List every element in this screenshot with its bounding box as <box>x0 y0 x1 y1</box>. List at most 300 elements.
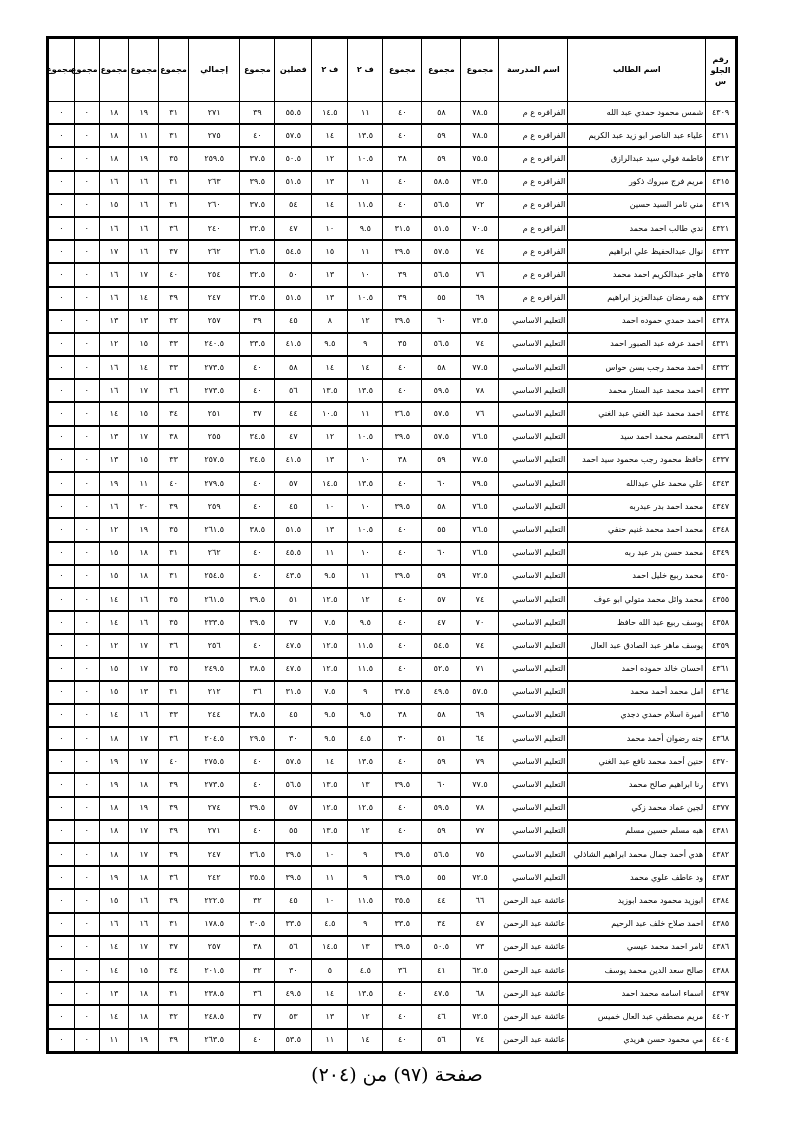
cell-c11: ١٨ <box>99 797 129 820</box>
cell-id: ٤٣٥٨ <box>706 611 737 634</box>
cell-c6: ٤٥ <box>275 889 312 912</box>
cell-c11: ١٦ <box>99 217 129 240</box>
cell-name: محمد ربيع خليل احمد <box>568 565 706 588</box>
cell-c10: ١٦ <box>129 889 159 912</box>
cell-c2: ٥٩ <box>422 449 461 472</box>
cell-c9: ٣٤ <box>159 402 189 425</box>
cell-c9: ٣١ <box>159 102 189 125</box>
table-row <box>48 727 737 750</box>
cell-name: احمد صلاح خلف عبد الرحيم <box>568 913 706 936</box>
cell-c7: ٣٨.٥ <box>240 704 275 727</box>
cell-c11: ١٤ <box>99 588 129 611</box>
cell-c2: ٥٩.٥ <box>422 797 461 820</box>
cell-c11: ١٩ <box>99 472 129 495</box>
cell-c1: ٧٧ <box>461 820 499 843</box>
cell-c9: ٣٧ <box>159 240 189 263</box>
cell-c1: ٧٩ <box>461 750 499 773</box>
cell-c8: ٢٥١ <box>188 402 239 425</box>
results-table <box>46 36 738 1054</box>
cell-c12: ٠ <box>74 171 99 194</box>
cell-c12: ٠ <box>74 449 99 472</box>
cell-c12: ٠ <box>74 124 99 147</box>
cell-c11: ١٨ <box>99 843 129 866</box>
cell-c4: ٩ <box>348 333 383 356</box>
cell-c6: ٤٩.٥ <box>275 982 312 1005</box>
cell-c5: ١٠ <box>312 843 348 866</box>
cell-c3: ٤٠ <box>383 472 422 495</box>
cell-c5: ٧.٥ <box>312 611 348 634</box>
cell-c11: ١٨ <box>99 124 129 147</box>
cell-c8: ٢٧٣.٥ <box>188 773 239 796</box>
cell-c12: ٠ <box>74 310 99 333</box>
cell-c10: ١٣ <box>129 681 159 704</box>
cell-c3: ٣٩.٥ <box>383 240 422 263</box>
cell-c4: ٩ <box>348 913 383 936</box>
cell-c10: ١٦ <box>129 171 159 194</box>
cell-c8: ٢٥٩ <box>188 495 239 518</box>
table-row <box>48 171 737 194</box>
cell-c7: ٣٤.٥ <box>240 449 275 472</box>
cell-c6: ٥٥ <box>275 820 312 843</box>
cell-c1: ٧٧.٥ <box>461 773 499 796</box>
cell-id: ٤٣١١ <box>706 124 737 147</box>
cell-c3: ٤٠ <box>383 588 422 611</box>
cell-c12: ٠ <box>74 102 99 125</box>
cell-c3: ٤٠ <box>383 982 422 1005</box>
cell-c11: ١٦ <box>99 495 129 518</box>
cell-c5: ١٠.٥ <box>312 402 348 425</box>
cell-c5: ١٢ <box>312 426 348 449</box>
cell-c13: ٠ <box>48 356 75 379</box>
cell-c1: ٧٩.٥ <box>461 472 499 495</box>
cell-c8: ٢٦٣ <box>188 171 239 194</box>
cell-c13: ٠ <box>48 889 75 912</box>
cell-c13: ٠ <box>48 658 75 681</box>
table-row <box>48 495 737 518</box>
table-row <box>48 287 737 310</box>
cell-school: التعليم الاساسي <box>499 634 568 657</box>
cell-c10: ٢٠ <box>129 495 159 518</box>
cell-c7: ٤٠ <box>240 472 275 495</box>
cell-c10: ١٩ <box>129 797 159 820</box>
cell-c6: ٣٩.٥ <box>275 866 312 889</box>
cell-c1: ٧٤ <box>461 634 499 657</box>
cell-c6: ٣٠ <box>275 959 312 982</box>
cell-name: فاطمة فولي سيد عبدالرازق <box>568 147 706 170</box>
cell-c10: ١٩ <box>129 1029 159 1053</box>
cell-c9: ٤٠ <box>159 750 189 773</box>
cell-id: ٤٣٨٢ <box>706 843 737 866</box>
cell-c3: ٤٠ <box>383 194 422 217</box>
cell-c4: ١١ <box>348 565 383 588</box>
cell-c7: ٣٢.٥ <box>240 217 275 240</box>
cell-c7: ٣٢ <box>240 889 275 912</box>
cell-c12: ٠ <box>74 379 99 402</box>
cell-c5: ٩.٥ <box>312 704 348 727</box>
cell-c9: ٣١ <box>159 982 189 1005</box>
cell-c13: ٠ <box>48 727 75 750</box>
cell-c3: ٣٥ <box>383 333 422 356</box>
table-row <box>48 658 737 681</box>
table-row <box>48 124 737 147</box>
cell-c1: ٧٥.٥ <box>461 147 499 170</box>
header-c2: مجموع <box>422 38 461 102</box>
cell-c6: ٤٤ <box>275 402 312 425</box>
header-id: رقم الجلو س <box>706 38 737 102</box>
cell-name: شمس محمود حمدي عبد الله <box>568 102 706 125</box>
cell-c8: ٢٤٩.٥ <box>188 658 239 681</box>
cell-c10: ١٧ <box>129 820 159 843</box>
cell-c10: ١٦ <box>129 240 159 263</box>
cell-c8: ٢٦٣.٥ <box>188 1029 239 1053</box>
cell-c2: ٥٦ <box>422 1029 461 1053</box>
table-row <box>48 588 737 611</box>
cell-c13: ٠ <box>48 750 75 773</box>
cell-c10: ١٦ <box>129 217 159 240</box>
cell-name: ثامر احمد محمد عيسي <box>568 936 706 959</box>
cell-c6: ٥٦ <box>275 379 312 402</box>
cell-c13: ٠ <box>48 634 75 657</box>
cell-id: ٤٣٥٥ <box>706 588 737 611</box>
cell-c1: ٧٣ <box>461 936 499 959</box>
cell-c10: ١٨ <box>129 866 159 889</box>
cell-c4: ٩.٥ <box>348 611 383 634</box>
cell-c3: ٤٠ <box>383 797 422 820</box>
cell-c11: ١٥ <box>99 565 129 588</box>
cell-c12: ٠ <box>74 333 99 356</box>
cell-c4: ١١.٥ <box>348 658 383 681</box>
cell-c5: ١٣.٥ <box>312 773 348 796</box>
cell-c7: ٣٨ <box>240 936 275 959</box>
cell-c11: ١٢ <box>99 518 129 541</box>
cell-name: محمد وائل محمد متولي ابو عوف <box>568 588 706 611</box>
cell-c9: ٣٢ <box>159 310 189 333</box>
cell-c4: ١١.٥ <box>348 889 383 912</box>
cell-id: ٤٣٣٢ <box>706 356 737 379</box>
table-row <box>48 820 737 843</box>
cell-c2: ٤١ <box>422 959 461 982</box>
cell-id: ٤٣٦٤ <box>706 681 737 704</box>
cell-c4: ٩ <box>348 843 383 866</box>
cell-c13: ٠ <box>48 171 75 194</box>
cell-c2: ٥٩.٥ <box>422 379 461 402</box>
cell-c13: ٠ <box>48 820 75 843</box>
cell-c1: ٧٨ <box>461 379 499 402</box>
cell-c7: ٣٧ <box>240 1005 275 1028</box>
cell-c5: ١٤ <box>312 124 348 147</box>
cell-c8: ٢٧١ <box>188 102 239 125</box>
cell-c2: ٤٧.٥ <box>422 982 461 1005</box>
cell-id: ٤٣٤٣ <box>706 472 737 495</box>
cell-c9: ٣٩ <box>159 1029 189 1053</box>
cell-c2: ٣٤ <box>422 913 461 936</box>
cell-c1: ٧٠.٥ <box>461 217 499 240</box>
cell-c5: ٧.٥ <box>312 681 348 704</box>
cell-c2: ٥٨ <box>422 102 461 125</box>
cell-c7: ٣٦.٥ <box>240 843 275 866</box>
cell-c8: ٢٤٨.٥ <box>188 1005 239 1028</box>
cell-c4: ٩.٥ <box>348 704 383 727</box>
table-row <box>48 263 737 286</box>
cell-c5: ١١ <box>312 542 348 565</box>
cell-c10: ١٩ <box>129 147 159 170</box>
cell-c4: ١٢ <box>348 310 383 333</box>
cell-c2: ٥٥ <box>422 866 461 889</box>
cell-school: التعليم الاساسي <box>499 750 568 773</box>
cell-c12: ٠ <box>74 681 99 704</box>
cell-c3: ٣٩.٥ <box>383 843 422 866</box>
cell-id: ٤٣١٩ <box>706 194 737 217</box>
cell-c11: ١٩ <box>99 750 129 773</box>
cell-c6: ٥٧ <box>275 797 312 820</box>
cell-c7: ٤٠ <box>240 356 275 379</box>
cell-c5: ١٣ <box>312 171 348 194</box>
cell-c6: ٣٠ <box>275 727 312 750</box>
cell-c4: ١٢ <box>348 588 383 611</box>
cell-c3: ٣٩.٥ <box>383 426 422 449</box>
table-row <box>48 449 737 472</box>
cell-c3: ٣٩.٥ <box>383 495 422 518</box>
cell-c5: ١٢.٥ <box>312 588 348 611</box>
cell-c11: ١٣ <box>99 310 129 333</box>
cell-c5: ١٤.٥ <box>312 936 348 959</box>
cell-c5: ١٣ <box>312 518 348 541</box>
cell-c12: ٠ <box>74 217 99 240</box>
cell-c7: ٣٢.٥ <box>240 263 275 286</box>
cell-c12: ٠ <box>74 658 99 681</box>
cell-c7: ٣٩.٥ <box>240 611 275 634</box>
cell-c9: ٣٤ <box>159 959 189 982</box>
cell-c10: ١٦ <box>129 588 159 611</box>
cell-c4: ٤.٥ <box>348 727 383 750</box>
cell-c1: ٧٤ <box>461 588 499 611</box>
cell-c1: ٧٤ <box>461 240 499 263</box>
cell-c10: ١٨ <box>129 542 159 565</box>
cell-c6: ٤٥.٥ <box>275 542 312 565</box>
cell-id: ٤٣٣٤ <box>706 402 737 425</box>
cell-c1: ٦٤ <box>461 727 499 750</box>
cell-c3: ٣٩.٥ <box>383 565 422 588</box>
cell-c3: ٣٧.٥ <box>383 681 422 704</box>
cell-c6: ٥١.٥ <box>275 518 312 541</box>
cell-c9: ٣١ <box>159 194 189 217</box>
cell-c7: ٣٠.٥ <box>240 913 275 936</box>
header-c4: ف ٢ <box>348 38 383 102</box>
table-row <box>48 611 737 634</box>
cell-c11: ١٨ <box>99 727 129 750</box>
cell-c8: ٢٥٧.٥ <box>188 449 239 472</box>
cell-c5: ٥ <box>312 959 348 982</box>
cell-c3: ٤٠ <box>383 542 422 565</box>
cell-c13: ٠ <box>48 982 75 1005</box>
cell-c5: ٩.٥ <box>312 727 348 750</box>
cell-c10: ١٤ <box>129 356 159 379</box>
cell-c11: ١١ <box>99 1029 129 1053</box>
cell-c6: ٤٣.٥ <box>275 565 312 588</box>
cell-school: التعليم الاساسي <box>499 773 568 796</box>
table-row <box>48 518 737 541</box>
cell-id: ٤٣٦١ <box>706 658 737 681</box>
cell-c3: ٣٩.٥ <box>383 310 422 333</box>
cell-c2: ٥٩ <box>422 565 461 588</box>
cell-school: التعليم الاساسي <box>499 727 568 750</box>
cell-name: احمد محمد عبد الستار محمد <box>568 379 706 402</box>
cell-c8: ٢٤٧ <box>188 287 239 310</box>
cell-id: ٤٣٨١ <box>706 820 737 843</box>
cell-c9: ٣٩ <box>159 820 189 843</box>
cell-name: احمد محمد عبد الغني عبد الغني <box>568 402 706 425</box>
cell-c3: ٤٠ <box>383 124 422 147</box>
cell-c1: ٧٤ <box>461 333 499 356</box>
cell-c10: ١٧ <box>129 727 159 750</box>
cell-c7: ٤٠ <box>240 542 275 565</box>
cell-c3: ٣٦.٥ <box>383 402 422 425</box>
cell-c5: ١١ <box>312 1029 348 1053</box>
cell-c4: ١٠ <box>348 542 383 565</box>
cell-c1: ٧٦.٥ <box>461 426 499 449</box>
cell-c4: ١٠.٥ <box>348 147 383 170</box>
cell-c7: ٣٧.٥ <box>240 147 275 170</box>
cell-name: احسان خالد حموده احمد <box>568 658 706 681</box>
cell-c13: ٠ <box>48 194 75 217</box>
cell-c12: ٠ <box>74 147 99 170</box>
cell-c12: ٠ <box>74 750 99 773</box>
cell-c5: ١٤ <box>312 356 348 379</box>
cell-c6: ٥٤.٥ <box>275 240 312 263</box>
cell-c5: ١٤ <box>312 982 348 1005</box>
table-row <box>48 217 737 240</box>
header-name: اسم الطالب <box>568 38 706 102</box>
cell-c7: ٣٦ <box>240 982 275 1005</box>
cell-c7: ٣٩.٥ <box>240 797 275 820</box>
cell-c1: ٦٩ <box>461 704 499 727</box>
cell-c3: ٣٠ <box>383 727 422 750</box>
cell-c8: ٢٥٧ <box>188 310 239 333</box>
cell-c11: ١٣ <box>99 982 129 1005</box>
cell-c4: ٩ <box>348 681 383 704</box>
cell-id: ٤٣٢٧ <box>706 287 737 310</box>
cell-c2: ٥٥ <box>422 287 461 310</box>
cell-school: عائشة عبد الرحمن <box>499 936 568 959</box>
page-number: صفحة (٩٧) من (٢٠٤) <box>311 1064 483 1086</box>
cell-c13: ٠ <box>48 565 75 588</box>
cell-name: صالح سعد الدين محمد يوسف <box>568 959 706 982</box>
header-c1: مجموع <box>461 38 499 102</box>
cell-name: هدي أحمد جمال محمد ابراهيم الشاذلي <box>568 843 706 866</box>
cell-name: مي محمود حسن هريدي <box>568 1029 706 1053</box>
cell-c12: ٠ <box>74 426 99 449</box>
cell-c8: ٢٤٠.٥ <box>188 333 239 356</box>
cell-c11: ١٥ <box>99 542 129 565</box>
cell-c2: ٤٧ <box>422 611 461 634</box>
cell-c9: ٣٩ <box>159 495 189 518</box>
cell-c4: ١١ <box>348 240 383 263</box>
cell-name: محمد احمد بدر عبدربه <box>568 495 706 518</box>
cell-c4: ١١ <box>348 171 383 194</box>
table-row <box>48 472 737 495</box>
table-row <box>48 936 737 959</box>
cell-c11: ١٥ <box>99 681 129 704</box>
cell-c9: ٣٩ <box>159 889 189 912</box>
cell-c10: ١٧ <box>129 263 159 286</box>
table-row <box>48 889 737 912</box>
cell-c6: ٤٥ <box>275 310 312 333</box>
cell-c11: ١٨ <box>99 820 129 843</box>
cell-name: احمد حمدي حموده احمد <box>568 310 706 333</box>
header-c10: مجموع <box>129 38 159 102</box>
cell-c6: ٤٧ <box>275 426 312 449</box>
cell-c1: ٧٢.٥ <box>461 1005 499 1028</box>
cell-school: عائشة عبد الرحمن <box>499 913 568 936</box>
cell-c7: ٤٠ <box>240 124 275 147</box>
cell-c3: ٣٨ <box>383 147 422 170</box>
table-row <box>48 704 737 727</box>
table-row <box>48 356 737 379</box>
cell-id: ٤٤٠٤ <box>706 1029 737 1053</box>
cell-c13: ٠ <box>48 913 75 936</box>
cell-c13: ٠ <box>48 843 75 866</box>
cell-c7: ٣٩.٥ <box>240 588 275 611</box>
cell-c2: ٥٢.٥ <box>422 658 461 681</box>
cell-c7: ٤٠ <box>240 820 275 843</box>
cell-id: ٤٣٨٥ <box>706 913 737 936</box>
cell-c3: ٤٠ <box>383 102 422 125</box>
cell-c9: ٣٦ <box>159 727 189 750</box>
cell-c4: ١٣.٥ <box>348 982 383 1005</box>
cell-c13: ٠ <box>48 495 75 518</box>
cell-c13: ٠ <box>48 704 75 727</box>
cell-c12: ٠ <box>74 542 99 565</box>
cell-name: هبه رمضان عبدالعزيز ابراهيم <box>568 287 706 310</box>
cell-c13: ٠ <box>48 1005 75 1028</box>
cell-name: مريم مصطفي عبد العال خميس <box>568 1005 706 1028</box>
cell-c10: ١١ <box>129 124 159 147</box>
cell-c5: ١٣ <box>312 263 348 286</box>
cell-id: ٤٣٢٥ <box>706 263 737 286</box>
cell-c9: ٤٠ <box>159 472 189 495</box>
cell-c10: ١٧ <box>129 936 159 959</box>
cell-c5: ٩.٥ <box>312 333 348 356</box>
cell-name: اسماء اسامه محمد احمد <box>568 982 706 1005</box>
cell-c5: ١٤.٥ <box>312 472 348 495</box>
cell-c3: ٣٨ <box>383 704 422 727</box>
cell-c1: ٧٦.٥ <box>461 542 499 565</box>
cell-c7: ٣٨.٥ <box>240 518 275 541</box>
cell-c13: ٠ <box>48 588 75 611</box>
header-school: اسم المدرسة <box>499 38 568 102</box>
table-row <box>48 240 737 263</box>
cell-c12: ٠ <box>74 495 99 518</box>
cell-c2: ٥٨ <box>422 495 461 518</box>
cell-c2: ٤٤ <box>422 889 461 912</box>
cell-c5: ١٣ <box>312 287 348 310</box>
cell-c11: ١٦ <box>99 356 129 379</box>
cell-c5: ١٠ <box>312 889 348 912</box>
cell-c6: ٥٧ <box>275 472 312 495</box>
cell-c10: ١٥ <box>129 959 159 982</box>
cell-c8: ٢٥٥ <box>188 426 239 449</box>
cell-school: التعليم الاساسي <box>499 449 568 472</box>
cell-c4: ١٢ <box>348 820 383 843</box>
cell-c9: ٣٢ <box>159 1005 189 1028</box>
cell-c6: ٥٧.٥ <box>275 124 312 147</box>
cell-c1: ٧٠ <box>461 611 499 634</box>
cell-c5: ١٣.٥ <box>312 379 348 402</box>
cell-c6: ٥٦.٥ <box>275 773 312 796</box>
cell-id: ٤٣٥٩ <box>706 634 737 657</box>
table-row <box>48 1029 737 1053</box>
cell-c1: ٤٧ <box>461 913 499 936</box>
